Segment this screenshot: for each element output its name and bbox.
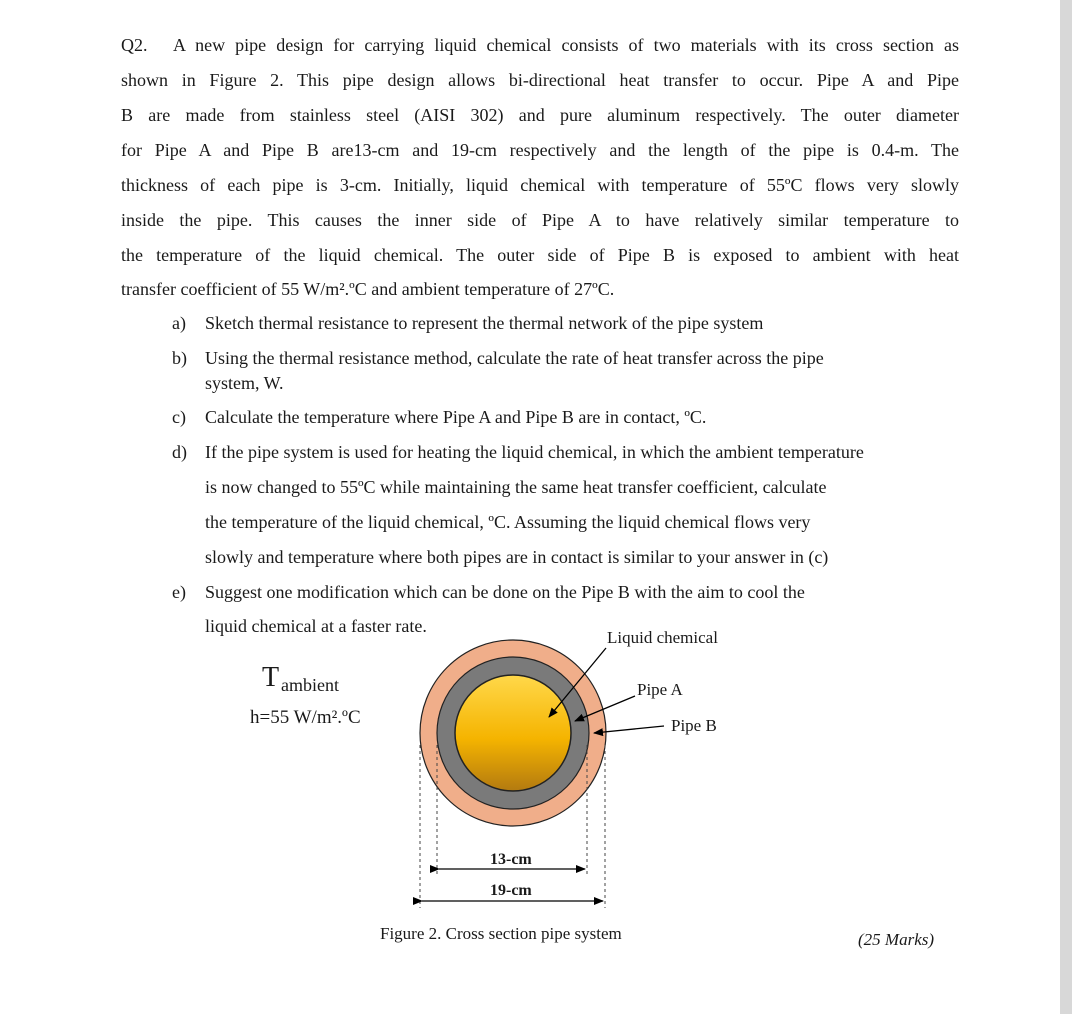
- liquid-core: [455, 675, 571, 791]
- question-number: Q2.: [121, 35, 148, 55]
- item-label: d): [172, 442, 187, 462]
- item-text: If the pipe system is used for heating the liquid chemical, in which the ambient temperature: [205, 442, 864, 462]
- item-d-cont-3: slowly and temperature where both pipes are in contact is similar to your answer in (c): [205, 547, 829, 567]
- question-line-7: the temperature of the liquid chemical. The outer side of Pipe B is exposed to ambient with heat: [121, 245, 959, 265]
- item-b-cont: system, W.: [205, 373, 284, 393]
- question-line-1: Q2. A new pipe design for carrying liquid chemical consists of two materials with its cross section as: [121, 35, 959, 55]
- t-ambient-symbol: T: [262, 662, 280, 693]
- marks: (25 Marks): [858, 930, 935, 949]
- question-line-3: B are made from stainless steel (AISI 302) and pure aluminum respectively. The outer diameter: [121, 105, 959, 125]
- question-line-6: inside the pipe. This causes the inner side of Pipe A to have relatively similar temperature to: [121, 210, 959, 230]
- item-text: Suggest one modification which can be done on the Pipe B with the aim to cool the: [205, 582, 805, 602]
- item-label: e): [172, 582, 186, 602]
- question-line-4: for Pipe A and Pipe B are13-cm and 19-cm respectively and the length of the pipe is 0.4-m. The: [121, 140, 959, 160]
- question-line-5: thickness of each pipe is 3-cm. Initially, liquid chemical with temperature of 55ºC flows very slowly: [121, 175, 959, 195]
- item-e-cont: liquid chemical at a faster rate.: [205, 616, 427, 636]
- item-d-cont-2: the temperature of the liquid chemical, ºC. Assuming the liquid chemical flows very: [205, 512, 811, 532]
- question-line-8: transfer coefficient of 55 W/m².ºC and ambient temperature of 27ºC.: [121, 279, 615, 299]
- item-d-cont-1: is now changed to 55ºC while maintaining the same heat transfer coefficient, calculate: [205, 477, 827, 497]
- item-label: c): [172, 407, 186, 427]
- dim-label-inner: 13-cm: [490, 851, 532, 868]
- item-label: a): [172, 313, 186, 333]
- item-text: Using the thermal resistance method, calculate the rate of heat transfer across the pipe: [205, 348, 824, 368]
- label-liquid-chemical: Liquid chemical: [607, 628, 718, 647]
- label-pipe-b: Pipe B: [671, 716, 717, 735]
- figure-caption: Figure 2. Cross section pipe system: [380, 924, 622, 943]
- label-pipe-a: Pipe A: [637, 680, 683, 699]
- t-ambient-subscript: ambient: [281, 675, 339, 695]
- item-label: b): [172, 348, 187, 368]
- question-line-2: shown in Figure 2. This pipe design allows bi-directional heat transfer to occur. Pipe A and Pipe: [121, 70, 959, 90]
- heat-transfer-coefficient: h=55 W/m².ºC: [250, 707, 361, 728]
- dim-label-outer: 19-cm: [490, 882, 532, 899]
- item-text: Sketch thermal resistance to represent the thermal network of the pipe system: [205, 313, 764, 333]
- item-text: Calculate the temperature where Pipe A and Pipe B are in contact, ºC.: [205, 407, 707, 427]
